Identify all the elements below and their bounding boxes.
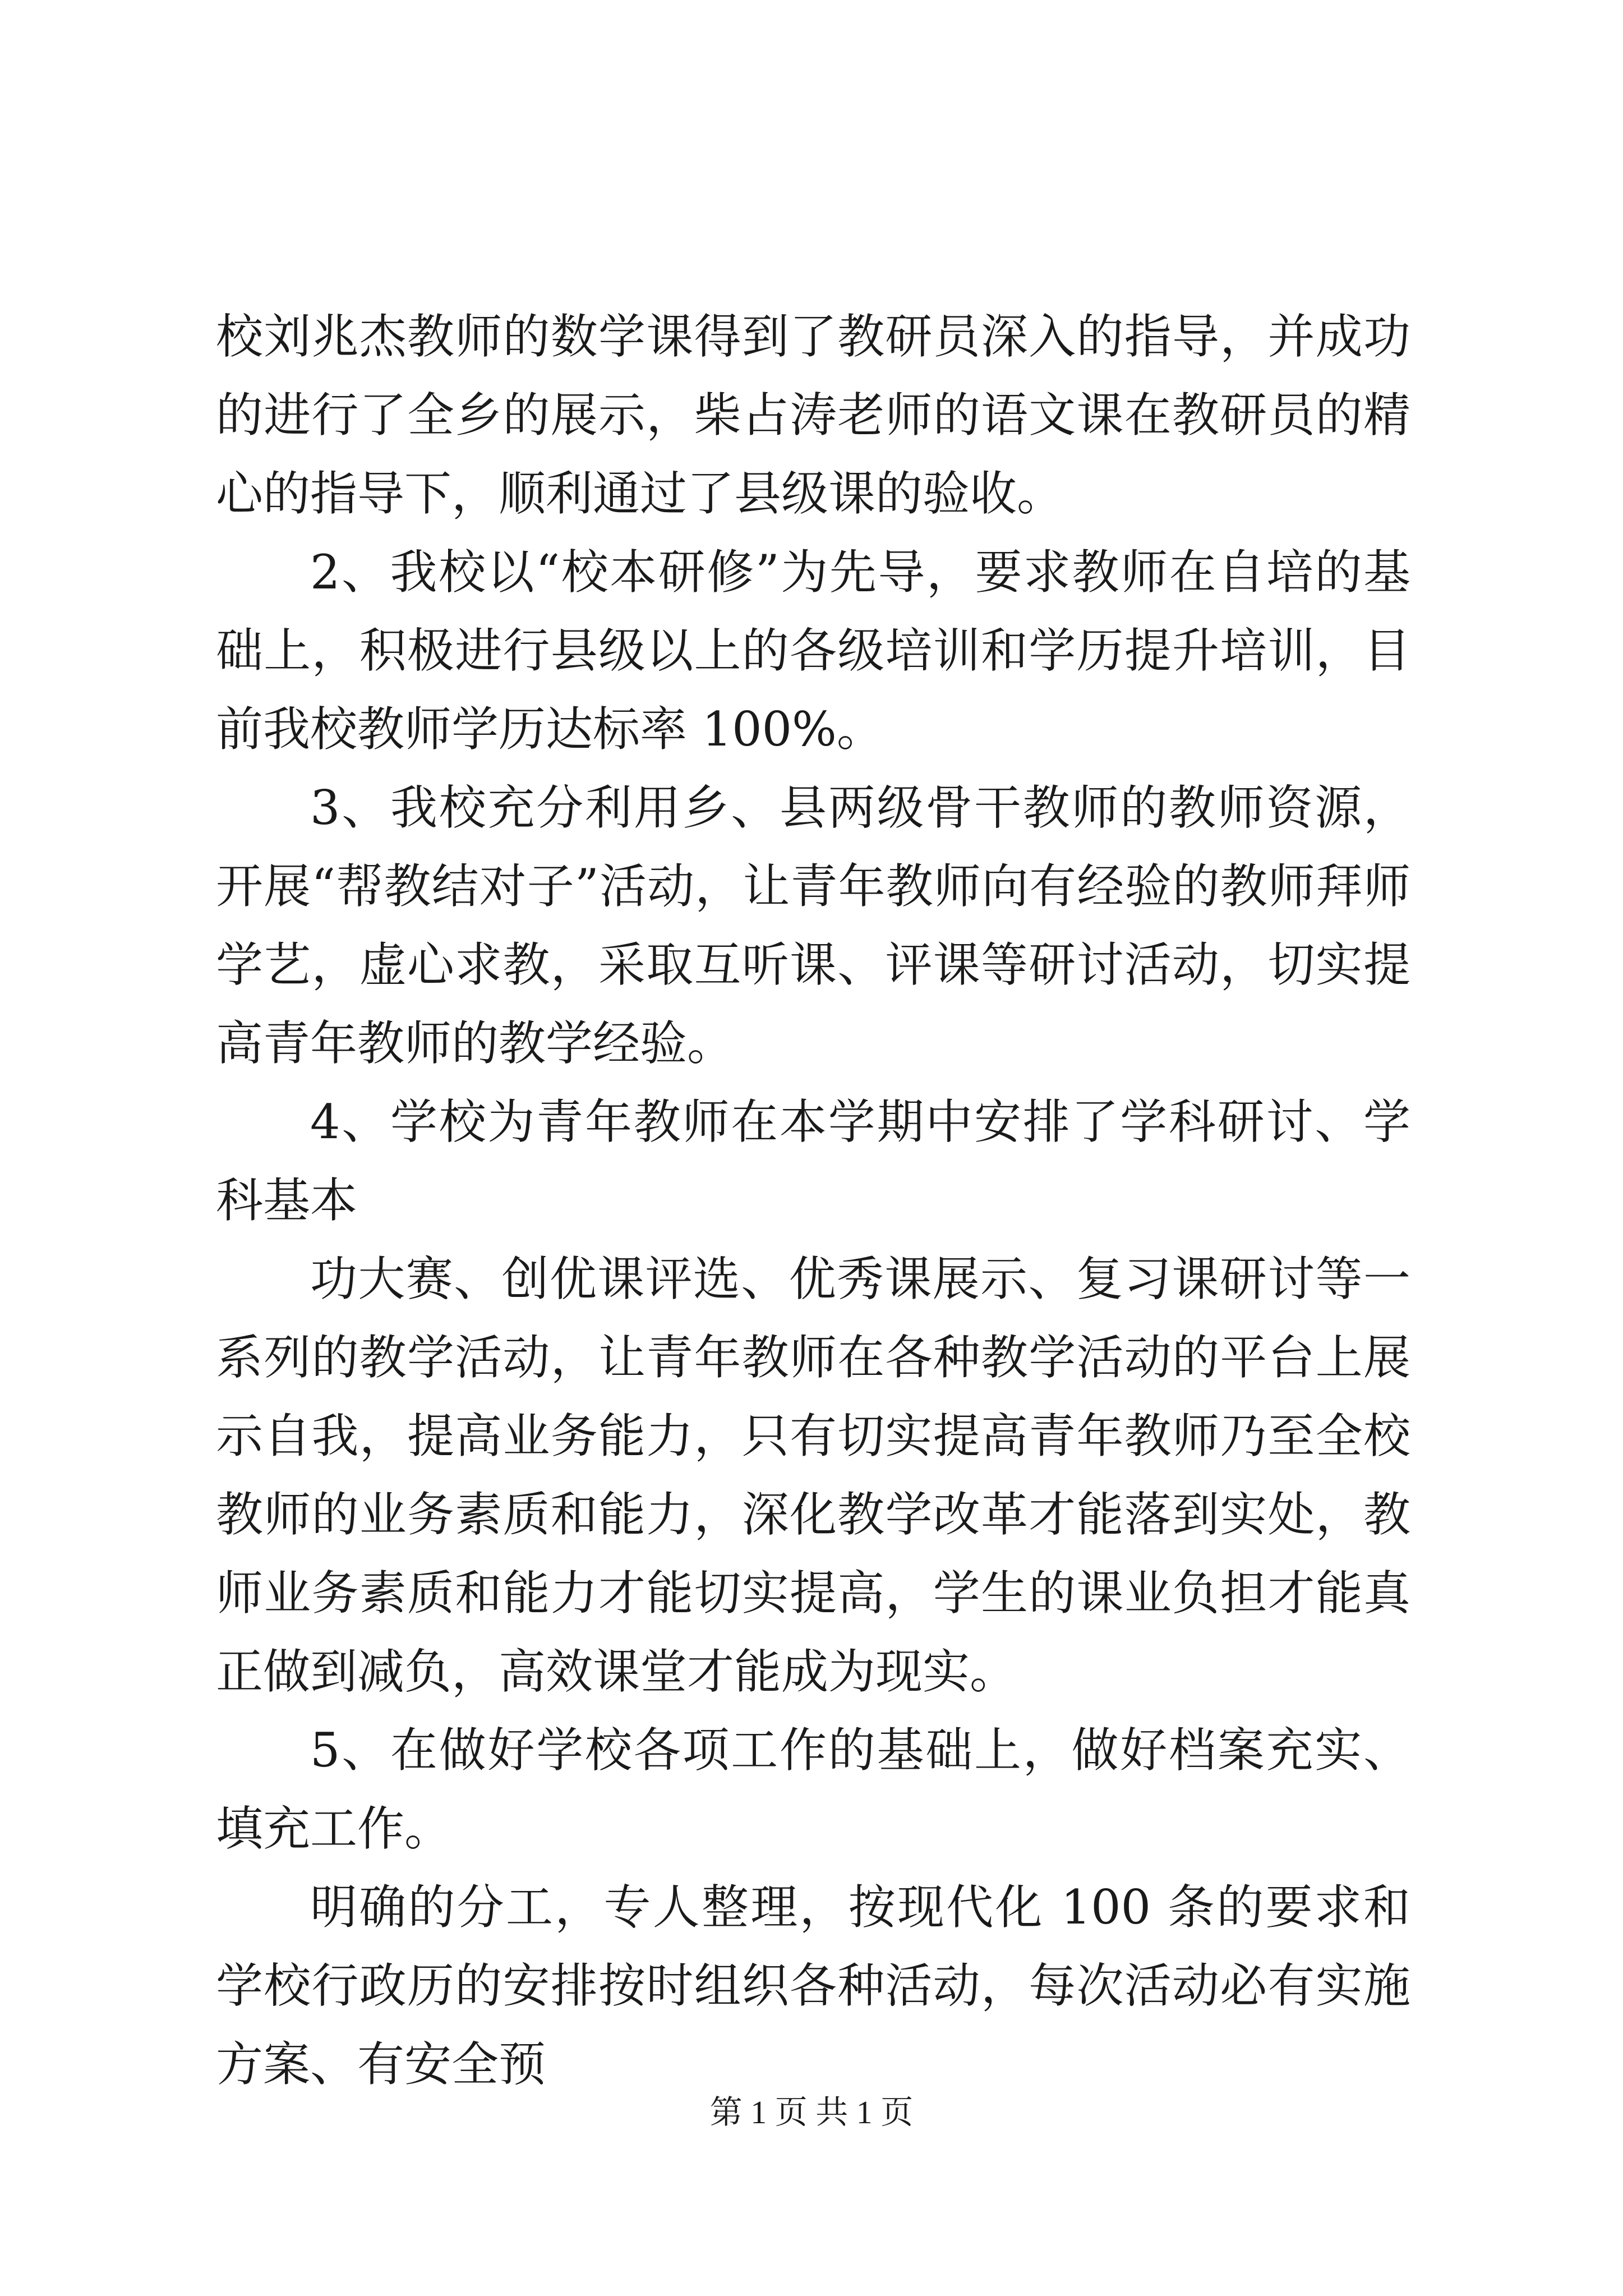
paragraph-item-3: 3、我校充分利用乡、县两级骨干教师的教师资源，开展“帮教结对子”活动，让青年教师向有经验的教师拜师学艺，虚心求教，采取互听课、评课等研讨活动，切实提高青年教师的教学经验。 — [216, 780, 1410, 1071]
paragraph-item-2: 2、我校以“校本研修”为先导，要求教师在自培的基础上，积极进行县级以上的各级培训和学历提升培训，目前我校教师学历达标率 100%。 — [216, 545, 1410, 757]
paragraph-item-4-continued: 功大赛、创优课评选、优秀课展示、复习课研讨等一系列的教学活动，让青年教师在各种教学活动的平台上展示自我，提高业务能力，只有切实提高青年教师乃至全校教师的业务素质和能力，深化教学改革才能落到实处，教师业务素质和能力才能切实提高，学生的课业负担才能真正做到减负，高效课堂才能成为现实。 — [216, 1251, 1410, 1699]
page-number-footer: 第 1 页 共 1 页 — [709, 2094, 914, 2131]
paragraph-item-4: 4、学校为青年教师在本学期中安排了学科研讨、学科基本 — [216, 1094, 1410, 1228]
paragraph-division-of-labor: 明确的分工，专人整理，按现代化 100 条的要求和学校行政历的安排按时组织各种活动，每次活动必有实施方案、有安全预 — [216, 1880, 1410, 2092]
document-body — [216, 297, 1410, 2104]
paragraph-item-5: 5、在做好学校各项工作的基础上，做好档案充实、填充工作。 — [216, 1723, 1410, 1856]
paragraph-continuation: 校刘兆杰教师的数学课得到了教研员深入的指导，并成功的进行了全乡的展示，柴占涛老师的语文课在教研员的精心的指导下，顺利通过了县级课的验收。 — [216, 309, 1410, 521]
